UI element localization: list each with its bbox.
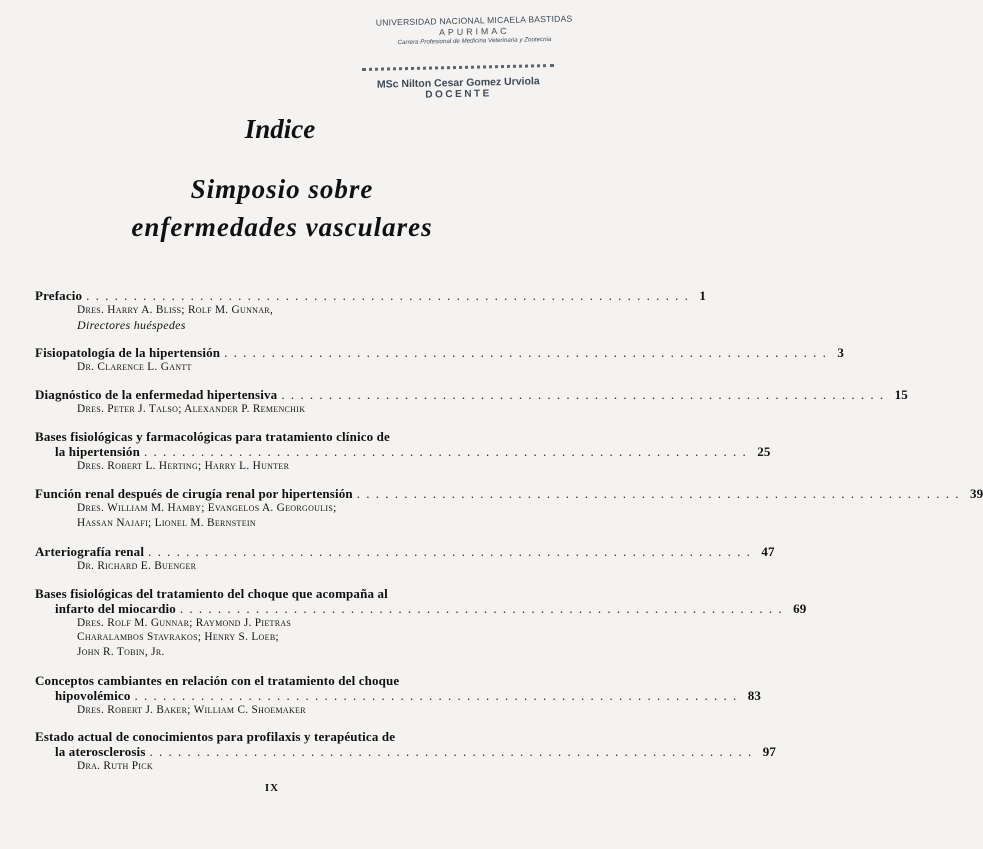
teacher-stamp [362,64,555,102]
toc-entry[interactable] [35,345,845,375]
stamp-career: Carrera Profesional de Medicina Veterinaria y Zootecnia [397,35,552,47]
toc-title-line [35,485,983,501]
toc-entry-authors: Dres. Peter J. Talso; Alexander P. Remenchik [77,402,306,415]
toc-entry-title: Bases fisiológicas del tratamiento del choque que acompaña al [35,585,388,601]
dot-leader: . . . . . . . . . . . . . . . . . . . . . . . . . . . . . . . . . . . . . . . . . . . . . . . . . . . . . . . . . . . . . . . . [148,544,752,560]
stamp-university: UNIVERSIDAD NACIONAL MICAELA BASTIDAS [375,13,573,28]
toc-page-number: 25 [757,444,771,460]
toc-page-number: 83 [747,687,762,703]
toc-title-line [35,673,519,688]
dot-leader: . . . . . . . . . . . . . . . . . . . . . . . . . . . . . . . . . . . . . . . . . . . . . . . . . . . . . . . . . . . . . . . . [86,288,690,303]
toc-entry-title: Bases fisiológicas y farmacológicas para tratamiento clínico de [35,429,390,445]
toc-title-line [35,544,775,560]
toc-entry-authors: Dres. Rolf M. Gunnar; Raymond J. Pietras [77,616,292,629]
toc-title-line [35,386,908,402]
toc-entry[interactable] [35,288,707,332]
page-number: IX [264,782,280,794]
stamp-region: APURIMAC [438,25,510,38]
toc-title-line [35,345,845,361]
dot-leader: . . . . . . . . . . . . . . . . . . . . . . . . . . . . . . . . . . . . . . . . . . . . . . . . . . . . . . . . . . . . . . . . [143,444,748,460]
toc-title-line [35,586,519,601]
symposium-title-line-1: Simposio sobre [190,174,374,204]
stamp-role: DOCENTE [425,88,492,101]
dot-leader: . . . . . . . . . . . . . . . . . . . . . . . . . . . . . . . . . . . . . . . . . . . . . . . . . . . . . . . . . . . . . . . . [179,600,784,616]
toc-entry-authors: Dr. Clarence L. Gantt [77,361,192,374]
toc-entry[interactable] [35,386,908,417]
toc-entry-authors: Dr. Richard E. Buenger [77,560,197,573]
stamp-name: MSc Nilton Cesar Gomez Urviola [376,75,540,91]
stamp-dotted-line [362,64,554,75]
toc-title-line [35,429,519,444]
toc-entry-title: infarto del miocardio [55,600,176,616]
toc-entry-authors: Dres. Harry A. Bliss; Rolf M. Gunnar, [77,304,274,316]
toc-entry-title: Diagnóstico de la enfermedad hipertensiva [35,386,278,402]
table-of-contents [35,288,983,774]
toc-entry-title: Fisiopatología de la hipertensión [35,345,221,361]
toc-entry[interactable] [35,485,983,530]
toc-entry-title: Estado actual de conocimientos para profilaxis y terapéutica de [35,729,396,745]
toc-entry-authors: Dres. Robert J. Baker; William C. Shoemaker [77,703,306,716]
toc-page-number: 47 [761,544,775,560]
toc-page-number: 3 [837,345,845,361]
toc-entry-title: la aterosclerosis [55,744,146,760]
toc-entry-authors: Charalambos Stavrakos; Henry S. Loeb; [77,631,279,644]
toc-entry[interactable] [35,672,762,718]
symposium-title [10,170,554,246]
dot-leader: . . . . . . . . . . . . . . . . . . . . . . . . . . . . . . . . . . . . . . . . . . . . . . . . . . . . . . . . . . . . . . . . [224,345,828,361]
index-title: Indice [244,114,316,144]
toc-entry-title: Arteriografía renal [35,544,145,560]
toc-page-number: 69 [793,600,807,616]
toc-page-number: 15 [894,386,908,402]
toc-page-number: 97 [762,744,777,760]
toc-entry-title: Prefacio [35,288,83,303]
toc-entry[interactable] [35,429,771,474]
toc-entry[interactable] [35,585,807,660]
university-stamp [356,13,593,47]
toc-entry-authors: Hassan Najafi; Lionel M. Bernstein [77,516,256,529]
toc-title-line [35,288,707,303]
toc-entry[interactable] [35,729,777,774]
toc-title-line [35,744,777,760]
toc-page-number: 39 [970,485,983,501]
toc-entry-authors: Dres. Robert L. Herting; Harry L. Hunter [77,460,290,473]
toc-title-line [35,687,762,703]
dot-leader: . . . . . . . . . . . . . . . . . . . . . . . . . . . . . . . . . . . . . . . . . . . . . . . . . . . . . . . . . . . . . . . . [356,485,961,501]
toc-entry-title: Función renal después de cirugía renal por hipertensión [35,485,353,501]
toc-title-line [35,600,807,616]
toc-entry-title: Conceptos cambiantes en relación con el tratamiento del choque [35,672,400,688]
toc-entry-authors: John R. Tobin, Jr. [77,645,165,658]
toc-title-line [35,444,771,460]
dot-leader: . . . . . . . . . . . . . . . . . . . . . . . . . . . . . . . . . . . . . . . . . . . . . . . . . . . . . . . . . . . . . . . . [134,687,738,703]
symposium-title-line-2: enfermedades vasculares [131,212,433,242]
toc-entry[interactable] [35,544,775,574]
dot-leader: . . . . . . . . . . . . . . . . . . . . . . . . . . . . . . . . . . . . . . . . . . . . . . . . . . . . . . . . . . . . . . . . [281,386,885,402]
toc-entry-title: hipovolémico [55,687,131,703]
toc-title-line [35,729,519,744]
toc-entry-note: Directores huéspedes [77,317,186,332]
toc-entry-authors: Dra. Ruth Pick [77,760,153,773]
dot-leader: . . . . . . . . . . . . . . . . . . . . . . . . . . . . . . . . . . . . . . . . . . . . . . . . . . . . . . . . . . . . . . . . [149,744,753,760]
toc-entry-authors: Dres. William M. Hamby; Evangelos A. Georgoulis; [77,501,337,514]
toc-page-number: 1 [699,288,707,303]
toc-entry-title: la hipertensión [55,444,140,460]
